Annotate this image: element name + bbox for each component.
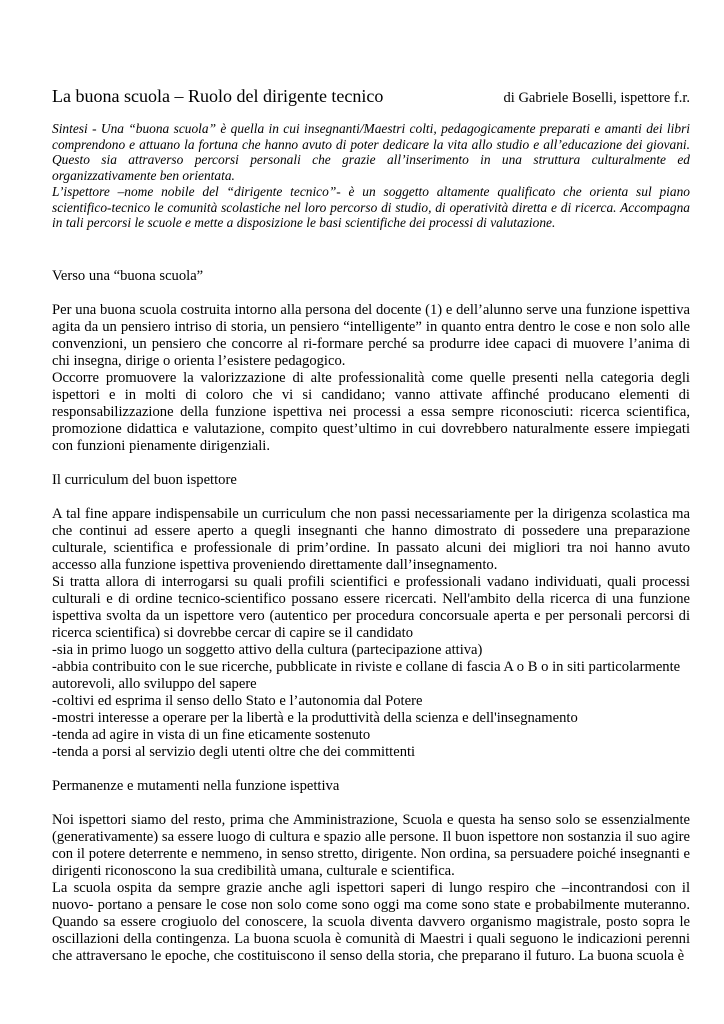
document-title: La buona scuola – Ruolo del dirigente tecnico bbox=[52, 86, 384, 106]
list-item: -tenda a porsi al servizio degli utenti oltre che dei committenti bbox=[52, 743, 416, 760]
list-item: -coltivi ed esprima il senso dello Stato e l’autonomia dal Potere bbox=[52, 692, 423, 709]
section1-paragraph-1: Per una buona scuola costruita intorno alla persona del docente (1) e dell’alunno serve una funzione ispettiva agita da un pensiero intriso di storia, un pensiero “intelligente” in quanto entra dentro le cose e non solo alle convenzioni, un pensiero che concorre al ri-formare perché sa produrre idee capaci di muovere l’anima di chi insegna, dirige o orienta l’esistere pedagogico. bbox=[52, 301, 690, 369]
abstract-paragraph-2: L’ispettore –nome nobile del “dirigente tecnico”- è un soggetto altamente qualificato che orienta sul piano scientifico-tecnico le comunità scolastiche nel loro percorso di studio, di operatività diretta e di ricerca. Accompagna in tali percorsi le scuole e mette a disposizione le basi scientifiche dei processi di valutazione. bbox=[52, 183, 690, 231]
list-item: -sia in primo luogo un soggetto attivo della cultura (partecipazione attiva) bbox=[52, 641, 483, 658]
title-row bbox=[52, 86, 690, 107]
section3-paragraph-2: La scuola ospita da sempre grazie anche agli ispettori saperi di lungo respiro che –incontrandosi con il nuovo- portano a pensare le cose non solo come sono oggi ma come sono state e probabilmente muteranno. Quando sa essere crogiuolo del conoscere, la scuola diventa davvero organismo magistrale, posto sopra le oscillazioni della contingenza. La buona scuola è comunità di Maestri i quali seguono le indicazioni perenni che attraversano le epoche, che costituiscono il senso della storia, che preparano il futuro. La buona scuola è bbox=[52, 879, 690, 964]
list-item: -mostri interesse a operare per la libertà e la produttività della scienza e dell'insegnamento bbox=[52, 709, 578, 726]
candidate-criteria-list bbox=[52, 642, 690, 761]
section1-paragraph-2: Occorre promuovere la valorizzazione di alte professionalità come quelle presenti nella categoria degli ispettori e in molti di coloro che vi si candidano; vanno attivate affinché producano elementi di responsabilizzazione della funzione ispettiva nei processi a essa sempre riconosciuti: ricerca scientifica, promozione didattica e valutazione, compito quest’ultimo in cui dovrebbero naturalmente essere impiegati con funzioni pienamente dirigenziali. bbox=[52, 369, 690, 454]
section-heading-curriculum: Il curriculum del buon ispettore bbox=[52, 471, 237, 488]
list-item: -abbia contribuito con le sue ricerche, pubblicate in riviste e collane di fascia A o B o in siti particolarmente autorevoli, allo sviluppo del sapere bbox=[52, 658, 681, 692]
list-item: -tenda ad agire in vista di un fine eticamente sostenuto bbox=[52, 726, 371, 743]
section3-paragraph-1: Noi ispettori siamo del resto, prima che Amministrazione, Scuola e questa ha senso solo se essenzialmente (generativamente) sa essere luogo di cultura e spazio alle persone. Il buon ispettore non sostanzia il suo agire con il potere deterrente e nemmeno, in senso stretto, dirigente. Non ordina, sa persuadere poiché insegnanti e dirigenti riconoscono la sua credibilità umana, culturale e scientifica. bbox=[52, 811, 690, 879]
section2-paragraph-2: Si tratta allora di interrogarsi su quali profili scientifici e professionali vadano individuati, quali processi culturali e di ordine tecnico-scientifico possano essere ricercati. Nell'ambito della ricerca di una funzione ispettiva svolta da un ispettore vero (autentico per procedura concorsuale aperta e per personali percorsi di ricerca scientifica) si dovrebbe cercar di capire se il candidato bbox=[52, 573, 690, 641]
section-heading-verso-buona-scuola: Verso una “buona scuola” bbox=[52, 267, 204, 284]
document-page bbox=[52, 86, 690, 965]
section2-paragraph-1: A tal fine appare indispensabile un curriculum che non passi necessariamente per la dirigenza scolastica ma che continui ad essere aperto a quegli insegnanti che hanno dimostrato di possedere una preparazione culturale, scientifica e professionale di prim’ordine. In passato alcuni dei migliori tra noi hanno avuto accesso alla funzione ispettiva proveniendo direttamente dall’insegnamento. bbox=[52, 505, 690, 573]
section-heading-permanenze-mutamenti: Permanenze e mutamenti nella funzione ispettiva bbox=[52, 777, 340, 794]
abstract-paragraph-1: Sintesi - Una “buona scuola” è quella in cui insegnanti/Maestri colti, pedagogicamente preparati e amanti dei libri comprendono e attuano la fortuna che hanno avuto di poter dedicare la vita allo studio e all’educazione dei giovani. Questo sia attraverso percorsi personali che grazie all’inserimento in una struttura culturalmente ed organizzativamente ben orientata. bbox=[52, 121, 690, 184]
document-author: di Gabriele Boselli, ispettore f.r. bbox=[503, 90, 690, 106]
